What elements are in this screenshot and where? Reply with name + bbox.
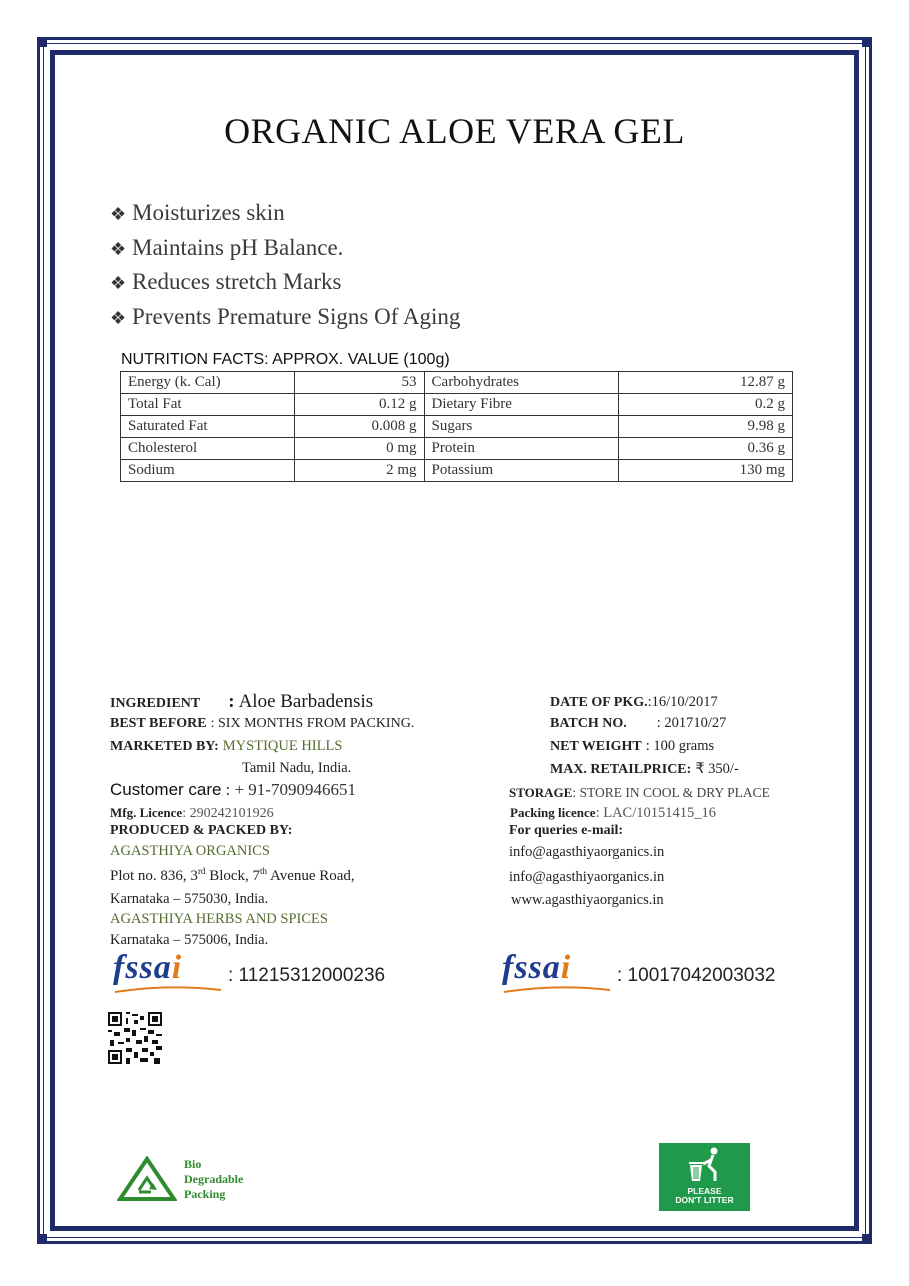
nutrient-name: Energy (k. Cal) [121, 372, 295, 394]
storage-line: STORAGE: STORE IN COOL & DRY PLACE [509, 785, 770, 800]
packing-licence-line: Packing licence: LAC/10151415_16 [510, 805, 717, 821]
border-corner [862, 1234, 872, 1244]
company-name: AGASTHIYA ORGANICS [110, 843, 270, 859]
table-row [121, 372, 793, 394]
company-address: Karnataka – 575030, India. [110, 891, 269, 907]
fssai-number: : 11215312000236 [228, 965, 386, 986]
list-item: ❖ Moisturizes skin [110, 196, 460, 231]
nutrient-value: 0.36 g [619, 438, 793, 460]
produced-packed-label: PRODUCED & PACKED BY: [110, 823, 293, 838]
diamond-bullet-icon: ❖ [110, 238, 127, 259]
nutrition-heading: NUTRITION FACTS: APPROX. VALUE (100g) [121, 351, 450, 368]
table-row [121, 394, 793, 416]
nutrient-value: 130 mg [619, 460, 793, 482]
company-address: Plot no. 836, 3rd Block, 7th Avenue Road, [110, 866, 355, 884]
marketed-by-line: MARKETED BY: MYSTIQUE HILLS [110, 738, 343, 754]
nutrient-value: 12.87 g [619, 372, 793, 394]
trash-bin-icon [685, 1146, 725, 1184]
fssai-logo: fssai [113, 949, 182, 993]
nutrient-name: Dietary Fibre [424, 394, 619, 416]
nutrient-name: Carbohydrates [424, 372, 619, 394]
list-item: ❖ Reduces stretch Marks [110, 265, 460, 300]
marketer-name: MYSTIQUE HILLS [222, 738, 343, 754]
best-before-line: BEST BEFORE : SIX MONTHS FROM PACKING. [110, 716, 415, 731]
nutrient-value: 9.98 g [619, 416, 793, 438]
ingredient-label: INGREDIENT [110, 696, 201, 711]
ingredient-line: INGREDIENT : Aloe Barbadensis [110, 691, 374, 712]
dont-litter-badge [659, 1143, 750, 1211]
qr-code-icon [108, 1012, 162, 1064]
nutrient-value: 2 mg [294, 460, 424, 482]
batch-line: BATCH NO. : 201710/27 [550, 715, 727, 731]
nutrient-name: Cholesterol [121, 438, 295, 460]
net-weight-line: NET WEIGHT : 100 grams [550, 738, 715, 754]
website-link[interactable]: www.agasthiyaorganics.in [511, 892, 664, 908]
fssai-logo: fssai [502, 949, 571, 993]
border-corner [37, 37, 47, 47]
page-title: ORGANIC ALOE VERA GEL [224, 111, 685, 151]
nutrient-value: 0.12 g [294, 394, 424, 416]
table-row [121, 416, 793, 438]
diamond-bullet-icon: ❖ [110, 204, 127, 224]
nutrient-name: Protein [424, 438, 619, 460]
dont-litter-caption: PLEASE DON'T LITTER [675, 1186, 734, 1205]
nutrient-value: 53 [294, 372, 424, 394]
customer-care-line: Customer care : + 91-7090946651 [110, 780, 356, 799]
nutrient-value: 0.2 g [619, 394, 793, 416]
marketer-location: Tamil Nadu, India. [242, 760, 352, 776]
nutrient-name: Sodium [121, 460, 295, 482]
nutrition-table [120, 371, 793, 482]
diamond-bullet-icon: ❖ [110, 273, 127, 293]
nutrient-name: Saturated Fat [121, 416, 295, 438]
bio-degradable-label: Bio Degradable Packing [184, 1157, 244, 1201]
nutrient-value: 0 mg [294, 438, 424, 460]
nutrient-name: Total Fat [121, 394, 295, 416]
fssai-number: : 10017042003032 [617, 965, 776, 986]
date-of-packing-line: DATE OF PKG.:16/10/2017 [550, 694, 718, 710]
mfg-licence-line: Mfg. Licence: 290242101926 [110, 805, 274, 821]
list-item: ❖ Maintains pH Balance. [110, 231, 460, 266]
diamond-bullet-icon: ❖ [110, 307, 127, 328]
recycle-icon [117, 1156, 177, 1202]
border-corner [37, 1234, 47, 1244]
fssai-swoosh-icon [502, 986, 612, 994]
nutrient-name: Sugars [424, 416, 619, 438]
queries-label: For queries e-mail: [509, 823, 624, 838]
nutrient-value: 0.008 g [294, 416, 424, 438]
email-link[interactable]: info@agasthiyaorganics.in [509, 869, 665, 885]
ingredient-value: Aloe Barbadensis [238, 691, 374, 712]
table-row [121, 460, 793, 482]
mrp-line: MAX. RETAILPRICE: ₹ 350/- [550, 761, 739, 777]
nutrient-name: Potassium [424, 460, 619, 482]
email-link[interactable]: info@agasthiyaorganics.in [509, 844, 665, 860]
company-name: AGASTHIYA HERBS AND SPICES [110, 911, 328, 927]
price-value: ₹ 350/- [695, 761, 739, 777]
fssai-swoosh-icon [113, 986, 223, 994]
list-item: ❖ Prevents Premature Signs Of Aging [110, 300, 460, 335]
benefits-list [110, 196, 460, 334]
company-address: Karnataka – 575006, India. [110, 932, 269, 948]
table-row [121, 438, 793, 460]
border-corner [862, 37, 872, 47]
